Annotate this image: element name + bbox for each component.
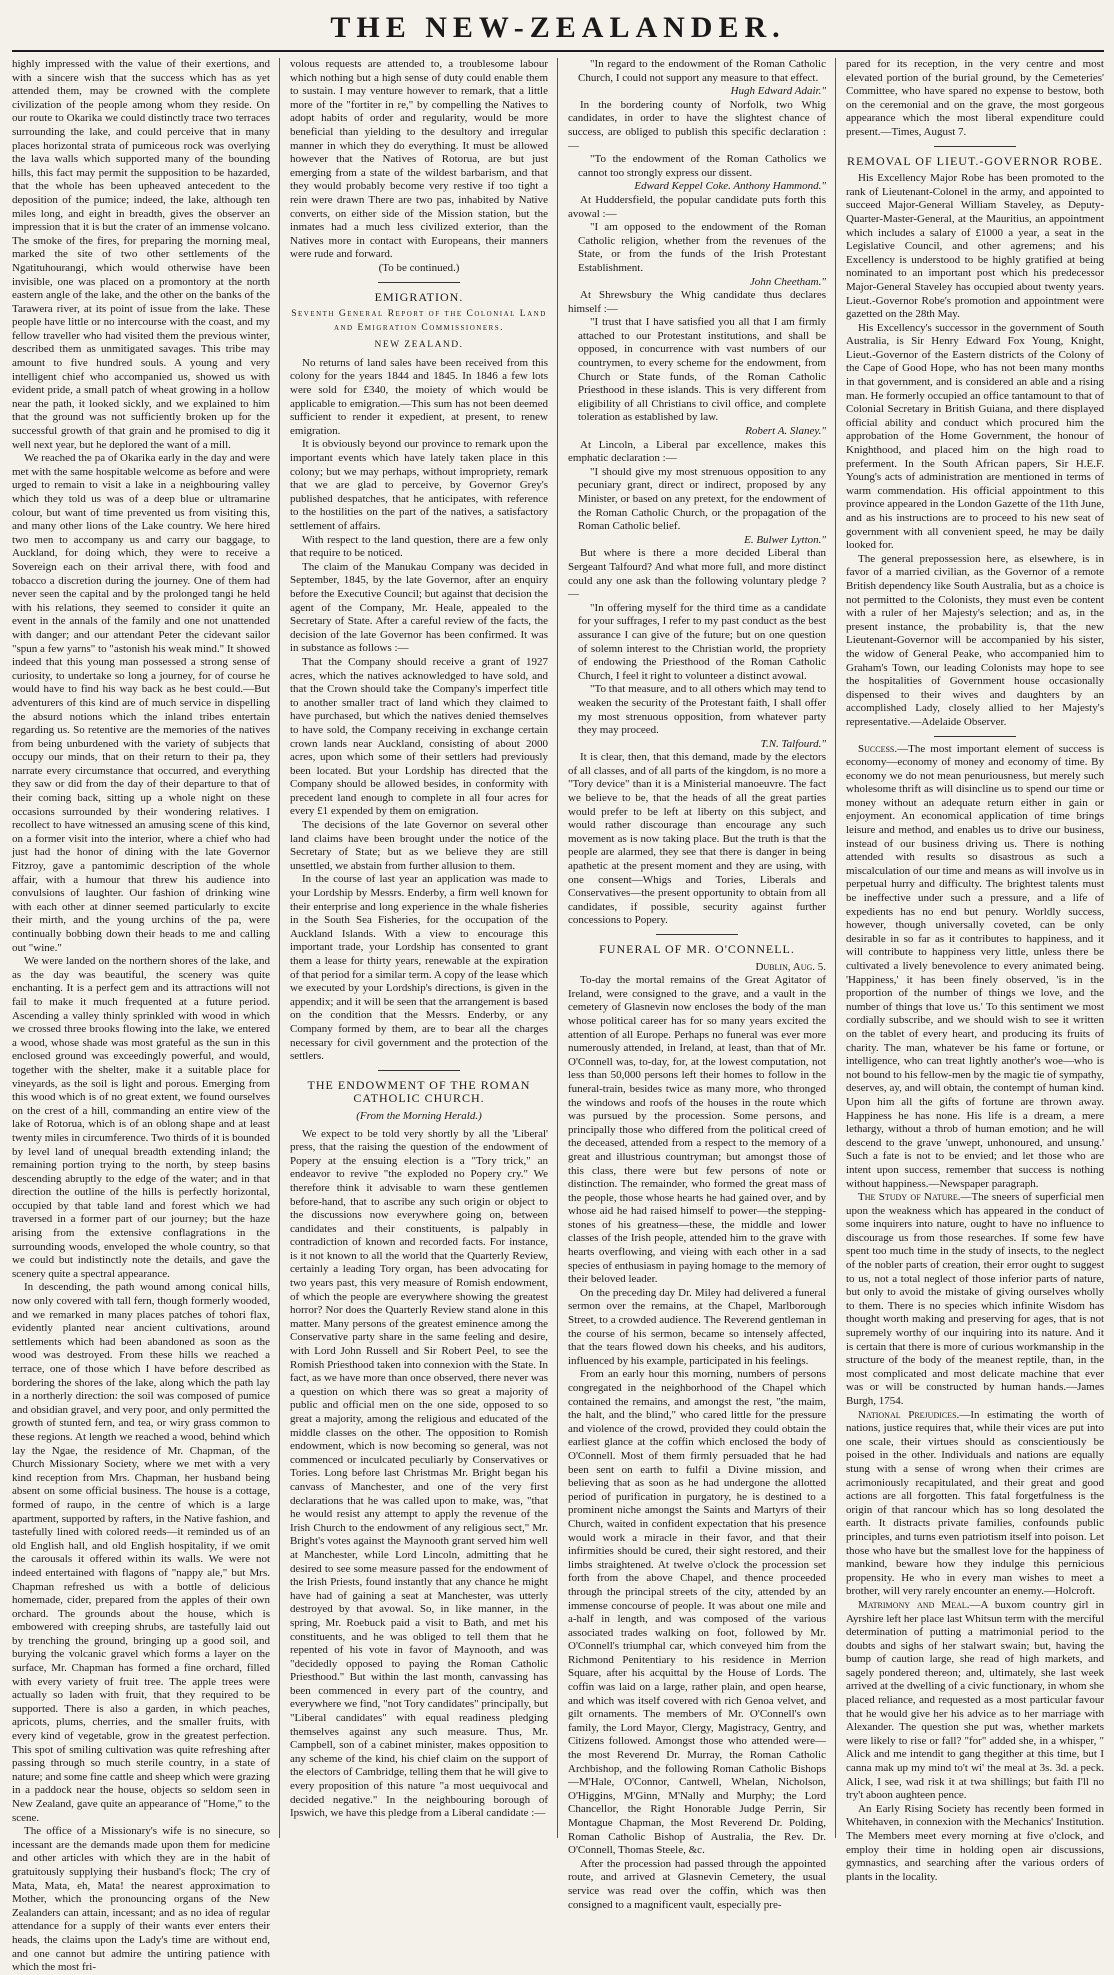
article-paragraph: The claim of the Manukau Company was decided in September, 1845, by the late Governor, after an enquiry before the Executive Council; but against that decision the agent of the Company, Mr. Heale, appealed to the Secretary of State. After a careful review of the facts, the decision of the late Governor has been confirmed. It was in substance as follows :—: [290, 560, 548, 655]
quote-paragraph: "I am opposed to the endowment of the Roman Catholic religion, whether from the revenues of the State, or from the funds of the Irish Protestant Establishment.: [578, 221, 826, 274]
headline-funeral: FUNERAL OF MR. O'CONNELL.: [599, 942, 795, 956]
article-paragraph: From an early hour this morning, numbers of persons congregated in the neighborhood of the Chapel which contained the remains, and amongst the rest, "the maim, the halt, and the blind," who cared little for the pressure and violence of the crowd, provided they could obtain the earliest glance at the coffin which enclosed the body of O'Connell. Most of them firmly persuaded that he had been sent on earth to fulfil a Divine mission, and believing that as soon as he had undergone the allotted period of purification in purgatory, he is destined to a prominent niche amongst the Saints and Martyrs of their Church, waited in confident expectation that his presence would work a miracle in their favor, and that their infirmities should be cured, their sight restored, and their limbs straightened. At twelve o'clock the procession set forth from the above Chapel, and thence proceeded through the principal streets of the city, attended by an immense concourse of people. It was about one mile and a-half in length, and was composed of the various associated trades walking on foot, followed by Mr. O'Connell's triumphal car, which conveyed him from the Richmond Penitentiary to his residence in Merrion Square, after his acquittal by the House of Lords. The coffin was laid on a large, rather plain, and open hearse, and which was itself covered with rich Genoa velvet, and gilt ornaments. The members of Mr. O'Connell's own family, the Lord Mayor, Clergy, Magistracy, Gentry, and Citizens followed. Amongst those who attended were—the most Reverend Dr. Murray, the Roman Catholic Archbishop, and the following Roman Catholic Bishops—M'Hale, O'Connor, Cantwell, Whelan, Nicholson, O'Higgins, M'Ginn, M'Nally and Murphy; the Lord Chancellor, the Right Honorable Judge Perrin, Sir Montague Chapman, the Most Reverend Dr. Polding, Roman Catholic Bishop of Australia, the Rev. Dr. O'Connell, Thomas Steele, &c.: [568, 1368, 826, 1857]
headline-emigration: EMIGRATION.: [374, 289, 464, 304]
subheadline-source: (From the Morning Herald.): [356, 1109, 482, 1122]
quote-paragraph: "In offering myself for the third time as a candidate for your suffrages, I refer to my past conduct as the best assurance I can give of the future; but on one question of solemn interest to the Christian world, the propriety of endowing the Priesthood of the Roman Catholic Church, I feel it right to volunteer a distinct avowal.: [578, 601, 826, 682]
article-paragraph: No returns of land sales have been received from this colony for the years 1844 and 1845. In 1846 a few lots were sold for £340, the moiety of which would be applicable to emigration.—This sum has not been deemed sufficient to render it expedient, at present, to renew emigration.: [290, 356, 548, 437]
quote-paragraph: "I trust that I have satisfied you all that I am firmly attached to our Protestant institutions, and shall be opposed, in concurrence with vast numbers of our countrymen, to every scheme for the endowment, from Church or State funds, of the Roman Catholic Priesthood in these islands. This is very different from eligibility of all Christians to civil office, and complete toleration as established by law.: [578, 316, 826, 424]
quote-paragraph: "I should give my most strenuous opposition to any pecuniary grant, direct or indirect, proposed by any Minister, or based on any pretext, for the endowment of the Roman Catholic Church, or the propagation of the Roman Catholic belief.: [578, 465, 826, 533]
misc-paragraph: [846, 1409, 1104, 1599]
divider: [378, 1070, 461, 1071]
article-paragraph: In the course of last year an application was made to your Lordship by Messrs. Enderby, a firm well known for their enterprise and long experience in the whale fisheries in the South Sea Fisheries, for the occupation of the Auckland Islands. With a view to encourage this important trade, your Lordship has consented to grant them a lease for thirty years, renewable at the expiration of that period for a similar term. A copy of the lease which we executed by your Lordship's directions, is given in the appendix; and it will be seen that the arrangement is based on the condition that the Messrs. Enderby, or any Company formed by them, are to bear all the charges necessary for civil government and the protection of the settlers.: [290, 873, 548, 1063]
article-paragraph: highly impressed with the value of their exertions, and with a sincere wish that the success which has as yet attended them, may be crowned with the complete civilization of the people among whom they reside. On our route to Okarika we could distinctly trace two terraces surrounding the lake, and could perceive that in many places horizontal strata of pumiceous rock was overlying the lava walls which supported many of the bounding hills, this fact may permit the supposition to be hazarded, that the whole has been upheaved antecedent to the deposition of the pumice; indeed, the lake, although ten miles long, and eight in breadth, gives the observer an impression that it is but the crater of an immense volcano. The smoke of the fires, for preparing the morning meal, marked the site of two other settlements of the Ngatituhourangi, which would otherwise have been invisible, one was placed on a promontory at the north eastern angle of the lake, and the other on the banks of the Tarawera river, at its point of issue from the lake. These people have little or no intercourse with the coast, and my fellow traveller who had visited them the previous winter, described them as unmitigated savages. This tribe may amount to five hundred souls. A young and very intelligent chief who accompanied us, showed us with evident pride, a small patch of wheat growing in a hollow near the path, it looked sickly, and we explained to him that the ground was not sufficiently broken up for the successful growth of that grain and he promised to dig it well next year, but he deplored the want of a mill.: [12, 58, 270, 451]
signature: John Cheetham.": [749, 275, 826, 288]
signature: Edward Keppel Coke. Anthony Hammond.": [634, 180, 826, 193]
subheadline-report: Seventh General Report of the Colonial Land and Emigration Commissioners.: [291, 309, 547, 333]
article-paragraph: At Shrewsbury the Whig candidate thus declares himself :—: [568, 289, 826, 315]
article-paragraph: To-day the mortal remains of the Great Agitator of Ireland, were consigned to the grave, and a vault in the cemetery of Glasnevin now encloses the body of the man whose political career has for so many years excited the attention of all Europe. Perhaps no funeral was ever more numerously attended, in Ireland, at least, than that of Mr. O'Connell was, to-day, for, at the lowest computation, not less than 50,000 persons left their homes to follow in the funeral-train, besides twice as many more, who thronged the windows and roofs of the houses in the route which was pursued by the procession. Some persons, and principally those who differed from the political creed of the deceased, attended from a respect to the memory of a great and illustrious countryman; but amongst those of this class, there were but few persons of note or distinction. The remainder, who formed the great mass of the people, those whose hearts he had gained over, and by whose aid he had raised himself to power—the stepping-stones of his greatness—these, the middle and lower classes of the Irish people, attended him to the grave with hearts overflowing, and vieing with each other in a sad species of enthusiasm in paying homage to the memory of their beloved leader.: [568, 974, 826, 1286]
to-be-continued: (To be continued.): [378, 261, 460, 274]
paragraph-text: —In estimating the worth of nations, justice requires that, while their vices are put into one scale, their virtues should as conscientiously be poised in the other. Individuals and nations are equally stung with a sense of wrong when their crimes are acrimoniously recapitulated, and their great and good actions are all forgotten. This fatal forgetfulness is the origin of that rancour which has so long desolated the earth. It distracts private families, confounds public principles, and turns even patriotism itself into poison. Let those who have but the smallest love for the happiness of mankind, beware how they indulge this pernicious propensity. He who in every man wishes to meet a brother, will very rarely encounter an enemy.—Holcroft.: [846, 1408, 1104, 1598]
quote-paragraph: "To that measure, and to all others which may tend to weaken the security of the Protestant faith, I shall offer my most strenuous opposition, from whatever party they may proceed.: [578, 683, 826, 737]
columns: [12, 58, 1105, 1974]
article-paragraph: At Lincoln, a Liberal par excellence, makes this emphatic declaration :—: [568, 438, 826, 465]
column-2: [290, 58, 558, 1838]
article-paragraph: pared for its reception, in the very centre and most elevated portion of the burial ground, by the Cemeteries' Committee, who have spared no expense to bestow, both on the ceremonial and on the grave, the most gorgeous appearance which the most liberal expenditure could present.—Times, August 7.: [846, 58, 1104, 138]
article-paragraph: We reached the pa of Okarika early in the day and were met with the same hospitable welcome as before and were urged to remain to visit a lake in a neighbouring valley which they told us was of a deep blue or ultramarine colour, but want of time prevented us from visiting this, and many other lions of the Lake country. We here hired two men to accompany us and carry our baggage, to Auckland, for doing which, they were to receive a Sovereign each on their arrival there, with food and tobacco a discretion during the journey. One of them had never seen the capital and by the prolonged tangi he held with his relations, they seemed to consider it quite an event in the annals of the family and one not unattended with danger; and our attendant Peter the cidevant sailor "spun a few yarns" to "astonish his weak mind." It showed indeed that this young man possessed a strong sense of curiosity, to undertake so long a journey, for of course he would have to find his way back as he best could.—But adventurers of this kind are of much service in dispelling the absurd notions which the inland tribes entertain regarding us. So retentive are the memories of the natives from being unburdened with the variety of subjects that occupy our minds, that on their return to their pa, they narrate every circumstance that occurred, and everything they saw or did from the day of their departure to that of their coming back, sitting up a whole night on these occasions surrounded by their wondering relatives. I recollect to have witnessed an amusing scene of this kind, on a former visit into the interior, where a chief who had just had the honor of dining with the late Governor Fitzroy, gave a pantomimic description of the whole affair, with a humour that threw his audience into convulsions of laughter. Our fashion of drinking wine with each other at dinner seemed particularly to excite their mirth, and the young urchins of the pa, were continually bobbing down their heads to me and calling out "wine.": [12, 452, 270, 954]
paragraph-text: —The most important element of success is economy—economy of money and economy of time. By economy we do not mean penuriousness, but merely such wholesome thrift as will disincline us to spend our time or money without an adequate return either in gain or enjoyment. An economical application of time brings leisure and method, and enables us to drive our business, instead of our business driving us. There is nothing attended with results so disastrous as such a miscalculation of our time and means as will involve us in perpetual hurry and difficulty. The brightest talents must be ineffective under such a pressure, and a life of expedients has no end but penury. Worldly success, however, though universally coveted, can be only desirable in so far as it contributes to happiness, and it will contribute to happiness very little, unless there be cultivated a lively benevolence to every animated being. 'Happiness,' it has been finely observed, 'is in the proportion of the number of things we love, and the number of things that love us.' To this sentiment we most cordially subscribe, and we should wish to see it written on the tablet of every heart, and producing its fruits of charity. The man, whatever be his fame or fortune, or intelligence, who can treat lightly another's woe—who is not bound to his fellow-men by the magic tie of sympathy, deserves, ay, and will obtain, the contempt of human kind. Upon him all the gifts of fortune are thrown away. Happiness he has none. His life is a dream, a mere lethargy, without a throb of human emotion; and he will descend to the grave 'unwept, unhonoured, and unsung.' Such a fate is not to be envied; and let those who are intent upon success, remember that success is nothing without happiness.—Newspaper paragraph.: [846, 742, 1104, 1190]
article-paragraph: At Huddersfield, the popular candidate puts forth this avowal :—: [568, 193, 826, 220]
article-paragraph: His Excellency's successor in the government of South Australia, is Sir Henry Edward Fox Young, Knight, Lieut.-Governor of the Eastern districts of the Colony of the Cape of Good Hope, who has not been many months in that government, and is considered an able and a rising man. He formerly occupied an office tantamount to that of Colonial Secretary in British Guiana, and there displayed official ability and conduct which procured him the approbation of the Home Government, the honour of Knighthood, and placed him on the high road to preferment. In the South African papers, Sir H.E.F. Young's acts of administration are mentioned in terms of warm commendation. His official appointment to this province appeared in the London Gazette of the 11th June, and as his instructions are to proceed to his new seat of government with all convenient speed, he may be daily looked for.: [846, 321, 1104, 552]
headline-endowment: THE ENDOWMENT OF THE ROMAN CATHOLIC CHURCH.: [307, 1077, 531, 1106]
article-paragraph: In the bordering county of Norfolk, two Whig candidates, in order to have the slightest chance of success, are obliged to publish this specific declaration :—: [568, 98, 826, 152]
misc-paragraph: [846, 1803, 1104, 1885]
article-paragraph: We were landed on the northern shores of the lake, and as the day was beautiful, the scenery was quite enchanting. It is a perfect gem and its attractions will not fail to make it much frequented at a future period. Ascending a valley thinly sprinkled with wood in which we crossed three brooks flowing into the lake, we entered a wood, whose shade was most grateful as the sun in this enclosed ground was exceedingly powerful, and would, together with the shelter, make it a suitable place for vineyards, as the soil is light and porous. Emerging from this wood which is of no great extent, we found ourselves on the crest of a hill, commanding an entire view of the lake of Rotorua, which is of an oblong shape and at least twenty miles in circumference. Two thirds of it is bounded by level land of unequal breadth extending inland; the remaining portion trying to the north, by steep basins descending abruptly to the edge of the water; and in that direction the outline of the hills is perfectly horizontal, occupied by that table land and forest which we had traversed in a former part of our journey; but the haze arising from the extensive conflagrations in the surrounding woods, enveloped the whole country, so that we could but indistinctly note the details, and gave the scenery quite a spectral appearance.: [12, 955, 270, 1280]
dateline: Dublin, Aug. 5.: [755, 960, 826, 973]
article-paragraph: His Excellency Major Robe has been promoted to the rank of Lieutenant-Colonel in the army, and appointed to succeed Major-General William Staveley, as Deputy-Quarter-Master-General, at the Mauritius, an appointment which includes a salary of £1000 a year, a seat in the Legislative Council, and other agremens; and his Excellency is understood to be highly gratified at being nominated to an important post which his predecessor Major-General Staveley has occupied about twenty years. Lieut.-Governor Robe's promotion and appointment were gazetted on the 28th May.: [846, 172, 1104, 321]
divider: [934, 736, 1017, 737]
article-paragraph: We expect to be told very shortly by all the 'Liberal' press, that the raising the question of the endowment of Popery at the ensuing election is a "Tory trick," an endeavor to revive "the exploded no Popery cry." We therefore think it advisable to warn these gentlemen before-hand, that to ascribe any such origin or object to the discussions now everywhere going on, between candidates and their constituents, is palpably in contradiction of known and recorded facts. For instance, is it not known to all the world that the Quarterly Review, certainly a leading Tory organ, has been advocating for two years past, this very measure of Romish endowment, of which the people are everywhere showing the greatest horror? Nor does the Quarterly Review stand alone in this matter. Many persons of the greatest eminence among the Conservative party share in the same feeling and desire, with Lord John Russell and Sir Robert Peel, to see the Romish Priesthood taken into connexion with the State. In fact, as we have more than once observed, there never was a question on which there was so great a majority of public and official men on the one side, opposed to so great a majority, among the religious and educated of the middle classes on the other. The opposition to Romish endowment, which is now becoming so general, was not commenced or inculcated peculiarly by Conservatives or Tories. Long before last Christmas Mr. Bright began his canvass of Manchester, and one of the very first declarations that he was called upon to make, was, "that he would resist any attempt to apply the revenue of the Irish Church to the endowment of any religious sect," Mr. Bright's votes against the Maynooth grant served him well at Manchester, while Lord Lincoln, admitting that he desired to see some measure passed for the endowment of the Irish Priests, found instantly that any chance he might have had of gaining a seat at Manchester, was utterly destroyed by that avowal. So, in like manner, in the spring, Mr. Roebuck paid a visit to Bath, and met his constituents, and he was obliged to tell them that he repented of his vote in favor of Maynooth, and was "decidedly opposed to paying the Roman Catholic Priesthood." But within the last month, canvassing has been commenced in every part of the country, and everywhere we find, "not Tory candidates" principally, but "Liberal candidates" with equal readiness pledging themselves against any such measure. Thus, Mr. Campbell, son of a cabinet minister, makes opposition to any scheme of the kind, his chief claim on the support of the electors of Cambridge, telling them that he will give to every proposition of this nature "a most uequivocal and decided negative." In the neighbouring borough of Ipswich, we have this pledge from a Liberal candidate :—: [290, 1127, 548, 1820]
article-paragraph: The office of a Missionary's wife is no sinecure, so incessant are the demands made upon them for medicine and other articles with which they are in the habit of gratuitously supplying their husband's flock; The cry of Mata, Mata, eh, Mata! the nearest approximation to Mother, which the pronouncing organs of the New Zealanders can attain, incessant; and as no idea of regular attendance for a supply of their wants ever enters their heads, the claims upon the Lady's time are without end, and one cannot but admire the untiring patience with which the most fri-: [12, 1825, 270, 1974]
article-paragraph: After the procession had passed through the appointed route, and arrived at Glasnevin Cemetery, the usual service was read over the coffin, which was then consigned to a magnificent vault, especially pre-: [568, 1857, 826, 1911]
headline-removal: REMOVAL OF LIEUT.-GOVERNOR ROBE.: [846, 153, 1104, 168]
subheadline-new-zealand: NEW ZEALAND.: [374, 340, 464, 351]
article-paragraph: But where is there a more decided Liberal than Sergeant Talfourd? And what more full, and more distinct could any one ask than the following voluntary pledge ?—: [568, 547, 826, 601]
column-3: [568, 58, 836, 1911]
article-paragraph: The general prepossession here, as elsewhere, is in favor of a married civilian, as the Governor of a remote British dependency like South Australia, but as a choice is not permitted to the Colonists, they must even be content with a ruler of her Majesty's selection; and as, in the present instance, the probability is, that the new Lieutenant-Governor will be accompanied by his sister, the widow of General Peake, who accompanied him to Graham's Town, our leading Colonists may hope to see the hospitalities of Government house occasionally dispensed to their wives and daughters by an accomplished Lady, closely allied to her Majesty's representative.—Adelaide Observer.: [846, 552, 1104, 728]
paragraph-text: An Early Rising Society has recently been formed in Whitehaven, in connexion with the Mechanics' Institution. The Members meet every morning at five o'clock, and employ their time in holding open air discussions, gymnastics, and searching after the various orders of plants in the locality.: [846, 1802, 1104, 1883]
article-paragraph: It is clear, then, that this demand, made by the electors of all classes, and of all parts of the kingdom, is no more a "Tory device" than it is a Ministerial manoeuvre. The fact we believe to be, that the heads of all the great parties would prefer to be left at liberty on this subject, and would rather discourage than encourage any such movement as is now taking place. But the truth is that the people are alarmed, they see that there is danger in being apathetic at the present moment and they are using, with one consent—Whigs and Tories, Liberals and Conservatives—the present opportunity to obtain from all candidates, if possible, security against further concessions to Popery.: [568, 751, 826, 927]
paragraph-text: —A buxom country girl in Ayrshire left her place last Whitsun term with the merciful determination of putting a matrimonial period to the doubts and sighs of her stalwart swain; but, having the bump of caution large, she read of high markets, and sagely pondered thereon; and, ultimately, she last week arrived at the dwelling of a civic functionary, in whom she placed reliance, and requested as a most particular favour that he would give her his advice as to her marriage with Alexander. The question she put was, whether markets were likely to rise or fall? "for" added she, in a whisper, " Alick and me intendit to gang thegither at this time, but I canna mak up my mind to't wi' the meal at 3s. 3d. a peck. Alick, I see, wad risk it at twa shillings; but faith I'll no try't aboon aughteen pence.: [846, 1598, 1105, 1802]
article-paragraph: With respect to the land question, there are a few only that require to be noticed.: [290, 533, 548, 560]
misc-paragraph: [846, 743, 1104, 1192]
quote-paragraph: "In regard to the endowment of the Roman Catholic Church, I could not support any measure to that effect.: [578, 58, 826, 84]
signature: E. Bulwer Lytton.": [744, 533, 826, 546]
paragraph-lead: National Prejudices.: [858, 1408, 960, 1421]
column-4: [846, 58, 1105, 1883]
divider: [656, 934, 739, 935]
signature: T.N. Talfourd.": [760, 737, 826, 750]
paragraph-lead: The Study of Nature.: [858, 1191, 961, 1204]
misc-paragraph: [846, 1191, 1104, 1409]
divider: [934, 146, 1017, 147]
quote-paragraph: "To the endowment of the Roman Catholics we cannot too strongly express our dissent.: [578, 153, 826, 179]
signature: Hugh Edward Adair.": [730, 85, 826, 98]
article-paragraph: The decisions of the late Governor on several other land claims have been brought under the notice of the Secretary of State; but as we believe they are still unsettled, we abstain from further allusion to them.: [290, 819, 548, 872]
paragraph-text: —The sneers of superficial men upon the weakness which has appeared in the conduct of some inquirers into nature, ought to have no influence to discourage us from those researches. If some few have spent too much time in the study of insects, to the neglect of the nobler parts of creation, their error ought to suggest to us, not a total neglect of those inferior parts of nature, but only to avoid the mistake of giving ourselves wholly to them. There is no species which infinite Wisdom has thought worth making and preserving for ages, that is not supremely worthy of our inquiring into its nature. And it is certain that there is more of curious workmanship in the structure of the body of the meanest reptile, than, in the most complicated and most delicate machine that ever was or will be constructed by human hands.—James Burgh, 1754.: [846, 1191, 1105, 1407]
paragraph-lead: Success.: [858, 742, 898, 755]
article-paragraph: It is obviously beyond our province to remark upon the important events which have lately taken place in this colony; but we may perhaps, without impropriety, remark that we are glad to perceive, by Governor Grey's published despatches, that he anticipates, with reference to the hostilities on the part of the natives, a satisfactory settlement of affairs.: [290, 438, 548, 532]
article-paragraph: On the preceding day Dr. Miley had delivered a funeral sermon over the remains, at the Chapel, Marlborough Street, to a crowded audience. The Reverend gentleman in the course of his sermon, became so intensely affected, that the tears flowed down his cheeks, and his auditors, influenced by his example, participated in his feelings.: [568, 1286, 826, 1367]
signature: Robert A. Slaney.": [745, 425, 826, 438]
divider: [378, 282, 461, 283]
misc-paragraph: [846, 1599, 1104, 1803]
article-paragraph: That the Company should receive a grant of 1927 acres, which the natives acknowledged to have sold, and that the Crown should take the Company's imperfect title to another smaller tract of land which they claimed to have purchased, but which the natives denied themselves to have sold, the Company receiving in exchange certain crown lands near Auckland, consisting of about 2000 acres, upon which some of their settlers had previously been located. But your Lordship has directed that the Company should be allowed besides, in conformity with precedent land enough to complete in all four acres for every £1 expended by them on emigration.: [290, 655, 548, 818]
paragraph-lead: Matrimony and Meal.: [858, 1598, 970, 1611]
column-1: [12, 58, 280, 1974]
article-paragraph: In descending, the path wound among conical hills, now only covered with tall fern, though formerly wooded, and we remarked in many places patches of tohori flax, evidently planted near ancient cultivations, around settlements which had been abandoned as soon as the wood was destroyed. From these hills we reached a terrace, one of those which I have before described as bordering the shores of the lake, along which the path lay in a northerly direction: the soil was composed of pumice and obsidian gravel, and very poor, and only permitted the growth of stunted fern, and tea, or wiry grass common to these regions. At length we reached a wood, behind which lay the Ngae, the residence of Mr. Chapman, of the Church Missionary Society, where we met with a very kind reception from Mrs. Chapman, her husband being absent on some official business. The house is a cottage, formed of raupo, in the centre of which is a large apartment, supported by rafters, in the Native fashion, and tastefully lined with colored reeds—it reminded us of an old English hall, and old English hospitality, if we omit the carousals it offered within its walls. We were not indeed entertained with flagons of "nappy ale," but Mrs. Chapman refreshed us with a bottle of delicious homemade, cider, prepared from the apples of their own orchard. The grounds about the house, which is embowered with creeping shrubs, are tastefully laid out by trenching the ground, bringing up a good soil, and burying the volcanic gravel which forms a layer on the surface, Mr. Chapman has formed a fine orchard, filled with every variety of fruit tree. The apple trees were actually so laden with fruit, that they required to be supported. There is also a garden, in which peaches, apricots, plums, cherries, and the smaller fruits, with every kind of vegetable, grow in the greatest perfection. This spot of smiling cultivation was quite refreshing after passing through so much sterile country, in a state of nature; and some fine cattle and sheep which were grazing in a paddock near the house, objects so seldom seen in New Zealand, gave quite an appearance of "Home," to the scene.: [12, 1281, 270, 1824]
article-paragraph: volous requests are attended to, a troublesome labour which nothing but a high sense of duty could enable them to sustain. I may venture however to remark, that a little more of the "fortiter in re," by compelling the Natives to adopt habits of order and regularity, would be more beneficial than yielding to the desultory and irregular manner in which they do everything. It must be allowed however that the Natives of Rotorua, are but just emerging from a state of the wildest barbarism, and that they would probably become very restive if too tight a rein were drawn There are two pas, inhabited by Native converts, on either side of the Mission station, but the inmates had a much less civilized exterior, than the Natives more in contact with Europeans, their manners were rude and forward.: [290, 58, 548, 261]
masthead: THE NEW-ZEALANDER.: [12, 6, 1104, 52]
